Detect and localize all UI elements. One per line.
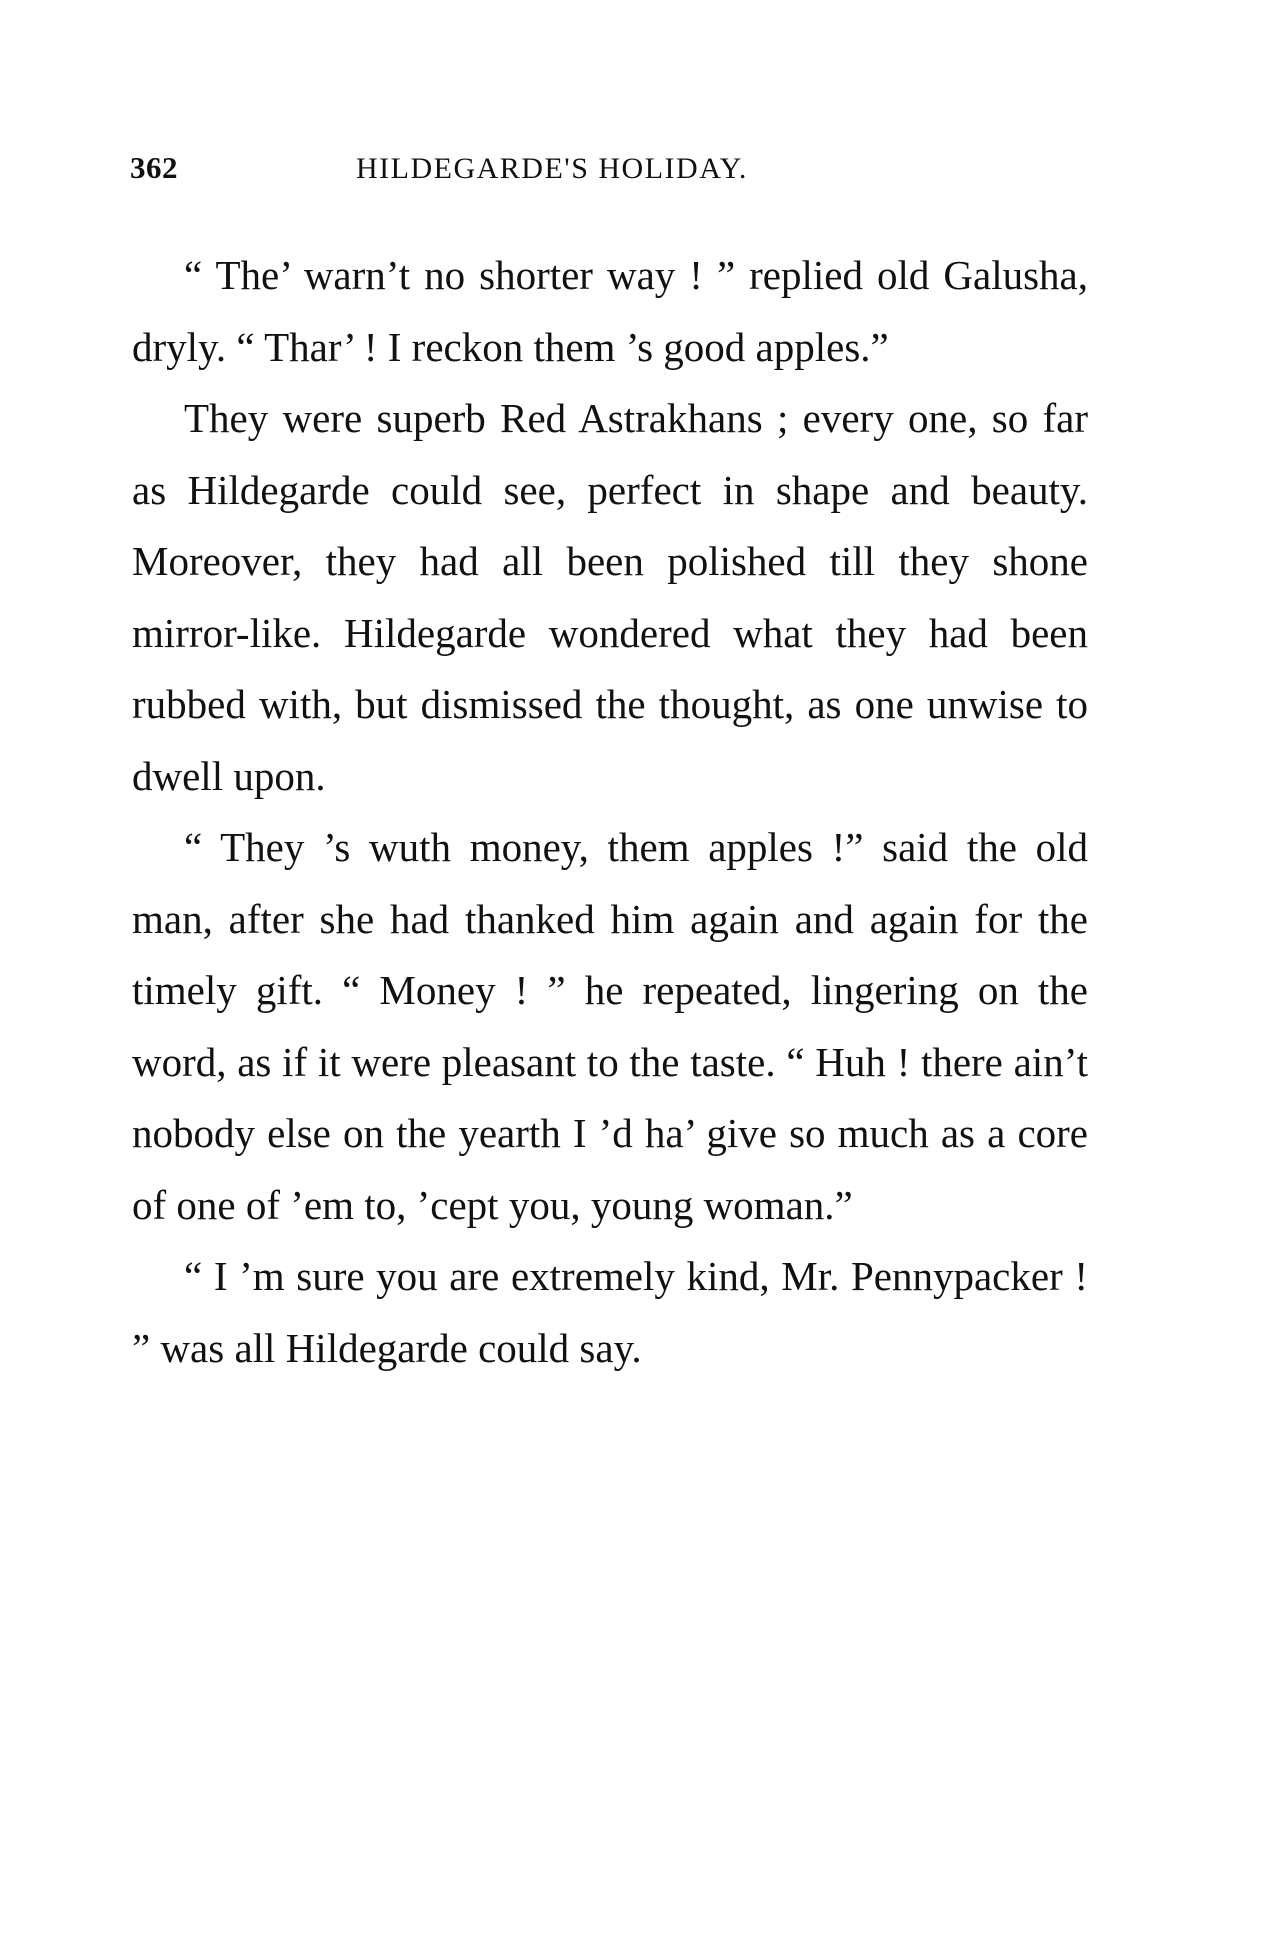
body-text	[132, 240, 1088, 1384]
paragraph-2: They were superb Red Astrakhans ; every one, so far as Hildegarde could see, perfect in shape and beauty. Moreover, they had all been polished till they shone mirror-like. Hildegarde wondered what they had been rubbed with, but dismissed the thought, as one unwise to dwell upon.	[132, 395, 1088, 799]
paragraph-3: “ They ’s wuth money, them apples !” said the old man, after she had thanked him again and again for the timely gift. “ Money ! ” he repeated, lingering on the word, as if it were pleasant to the taste. “ Huh ! there ain’t nobody else on the yearth I ’d ha’ give so much as a core of one of ’em to, ’cept you, young woman.”	[132, 824, 1088, 1228]
paragraph-1: “ The’ warn’t no shorter way ! ” replied old Galusha, dryly. “ Thar’ ! I reckon them ’s good apples.”	[132, 252, 1088, 370]
page-number: 362	[130, 150, 178, 185]
paragraph-4: “ I ’m sure you are extremely kind, Mr. Pennypacker ! ” was all Hildegarde could say.	[132, 1253, 1088, 1371]
page-header	[130, 150, 1090, 210]
running-title: HILDEGARDE'S HOLIDAY.	[356, 152, 748, 185]
